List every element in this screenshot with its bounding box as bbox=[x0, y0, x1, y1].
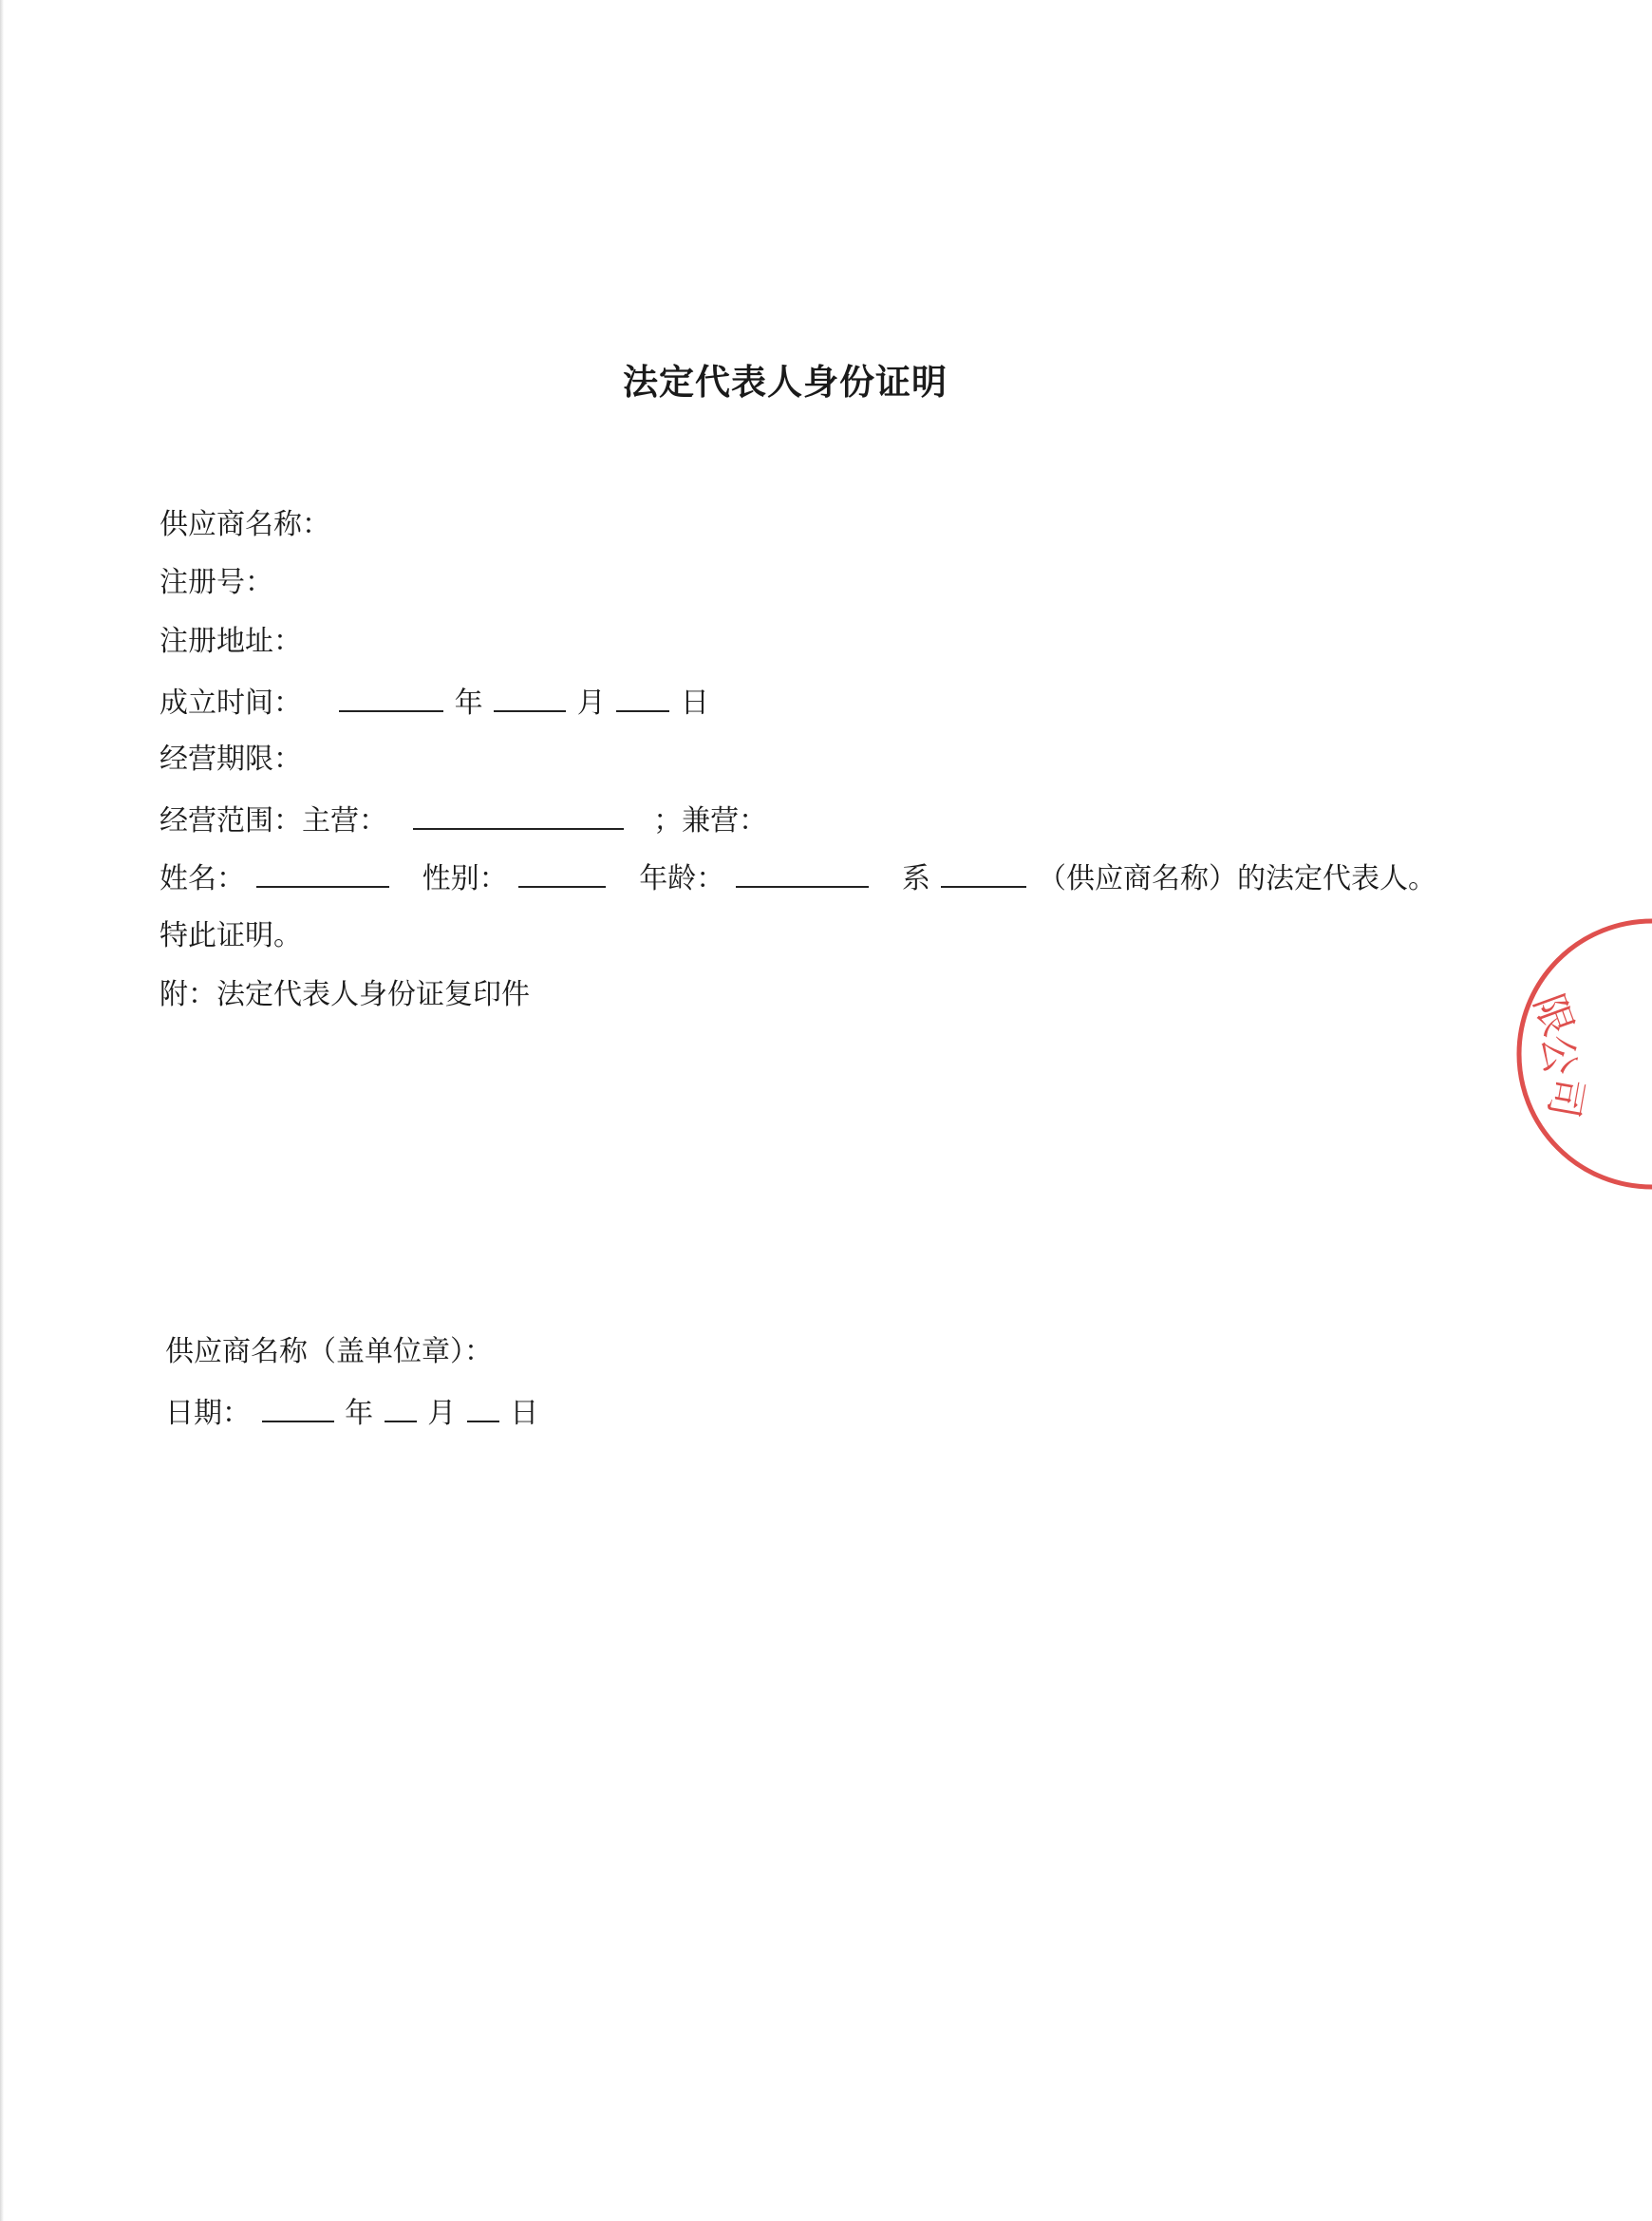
field-reg-no bbox=[160, 564, 273, 602]
unit-year: 年 bbox=[454, 687, 483, 720]
label-age: 年龄： bbox=[639, 862, 725, 895]
field-label: 供应商名称： bbox=[160, 508, 330, 541]
blank-year[interactable] bbox=[339, 682, 443, 712]
blank-footer-day[interactable] bbox=[467, 1392, 499, 1422]
document-title: 法定代表人身份证明 bbox=[623, 362, 948, 403]
blank-name[interactable] bbox=[256, 857, 389, 888]
field-scope bbox=[160, 800, 767, 840]
company-seal-icon bbox=[1510, 912, 1652, 1196]
field-label: 经营范围：主营： bbox=[160, 804, 387, 838]
certify-text bbox=[160, 917, 302, 955]
field-label-secondary: ；兼营： bbox=[653, 804, 768, 838]
blank-gender[interactable] bbox=[518, 857, 606, 888]
attachment-label: 附：法定代表人身份证复印件 bbox=[160, 978, 530, 1011]
field-label: 成立时间： bbox=[160, 687, 302, 720]
footer-date-label: 日期： bbox=[165, 1397, 251, 1430]
blank-footer-month[interactable] bbox=[385, 1392, 417, 1422]
footer-supplier-seal bbox=[165, 1333, 493, 1371]
label-of: 系 bbox=[901, 862, 930, 895]
footer-date bbox=[165, 1392, 538, 1433]
field-reg-address bbox=[160, 623, 302, 661]
field-label: 经营期限： bbox=[160, 743, 302, 776]
blank-month[interactable] bbox=[494, 682, 566, 712]
blank-main-business[interactable] bbox=[413, 800, 624, 830]
blank-day[interactable] bbox=[616, 682, 669, 712]
svg-text:司: 司 bbox=[1539, 1073, 1593, 1121]
footer-unit-month: 月 bbox=[427, 1397, 457, 1430]
svg-text:公: 公 bbox=[1533, 1032, 1584, 1078]
field-established bbox=[160, 682, 709, 723]
attachment-text bbox=[160, 976, 530, 1014]
field-supplier-name bbox=[160, 506, 330, 544]
unit-day: 日 bbox=[680, 687, 709, 720]
field-label: 注册号： bbox=[160, 566, 273, 599]
unit-month: 月 bbox=[576, 687, 606, 720]
page-edge bbox=[0, 0, 4, 2221]
footer-seal-label: 供应商名称（盖单位章）： bbox=[165, 1335, 493, 1368]
certify-label: 特此证明。 bbox=[160, 919, 302, 952]
blank-footer-year[interactable] bbox=[262, 1392, 334, 1422]
svg-text:限: 限 bbox=[1525, 988, 1583, 1042]
field-term bbox=[160, 741, 302, 779]
field-representative bbox=[160, 857, 1436, 898]
blank-age[interactable] bbox=[736, 857, 869, 888]
footer-unit-year: 年 bbox=[345, 1397, 374, 1430]
blank-supplier[interactable] bbox=[941, 857, 1026, 888]
field-label: 注册地址： bbox=[160, 625, 302, 658]
label-name: 姓名： bbox=[160, 862, 245, 895]
label-suffix: （供应商名称）的法定代表人。 bbox=[1038, 862, 1437, 895]
footer-unit-day: 日 bbox=[510, 1397, 539, 1430]
label-gender: 性别： bbox=[422, 862, 508, 895]
